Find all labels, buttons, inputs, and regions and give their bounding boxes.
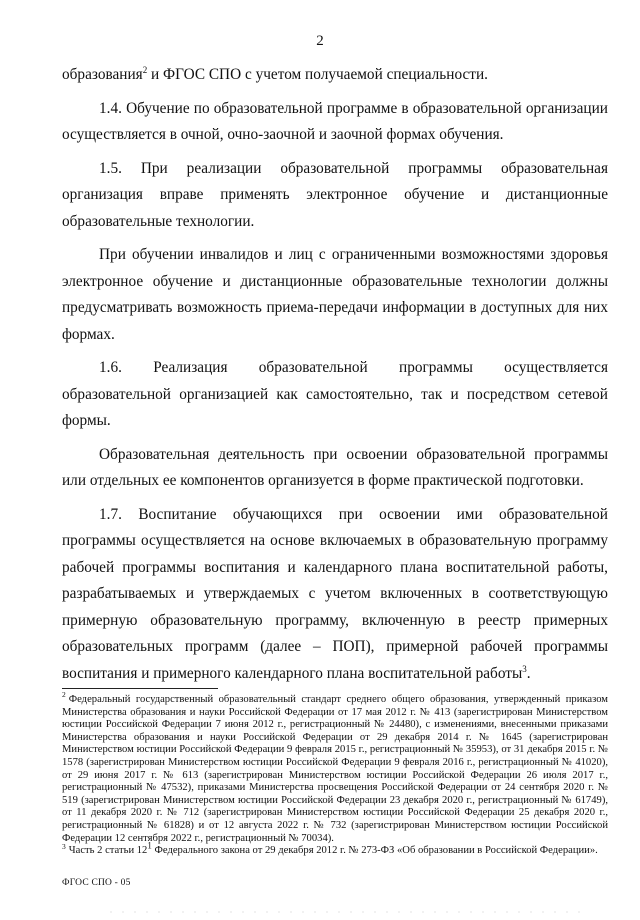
footnote-text: Федерального закона от 29 декабря 2012 г. № 273-ФЗ «Об образовании в Российской Федерации». [151,845,598,857]
paragraph-text: образования [62,66,143,83]
footnote-separator [62,688,218,689]
footnote-text: Часть 2 статьи 12 [68,845,148,857]
paragraph-1-4: 1.4. Обучение по образовательной программе в образовательной организации осуществляется в очной, очно-заочной и заочной формах обучения. [62,99,608,143]
paragraph-1-5: 1.5. При реализации образовательной программы образовательная организация вправе применять электронное обучение и дистанционные образовательные технологии. [62,159,608,230]
paragraph-1-7 [62,502,608,688]
paragraph-text: . [526,664,531,682]
scan-artifact [105,910,585,914]
paragraph-disabled-learners: При обучении инвалидов и лиц с ограниченными возможностями здоровья электронное обучение и дистанционные образовательные технологии должны предусматривать возможность приема-передачи информации в доступных для них формах. [62,246,608,343]
paragraph-text: и ФГОС СПО с учетом получаемой специальности. [147,66,488,83]
footnote-superscript: 1 [147,840,152,851]
footnote-mark: 2 [62,690,66,700]
footnotes [62,690,608,858]
footnote-2 [62,690,608,845]
main-text [62,62,608,687]
paragraph-practical-training: Образовательная деятельность при освоении образовательной программы или отдельных ее компонентов организуется в форме практической подготовки. [62,445,608,489]
footnote-mark: 3 [62,841,66,851]
paragraph-1-6: 1.6. Реализация образовательной программы осуществляется образовательной организацией как самостоятельно, так и посредством сетевой формы. [62,359,608,429]
paragraph-continuation [62,62,608,89]
footnote-text: Федеральный государственный образовательный стандарт среднего общего образования, утвержденный приказом Министерства образования и науки Российской Федерации от 17 мая 2012 г. № 413 (зарегистрирован Министерством юстиции Российской Федерации 7 июня 2012 г., регистрационный № 24480), с изменениями, внесенными приказами Министерства образования и науки Российской Федерации от 29 декабря 2014 г. № 1645 (зарегистрирован Министерством юстиции Российской Федерации 9 февраля 2015 г., регистрационный № 35953), от 31 декабря 2015 г. № 1578 (зарегистрирован Министерством юстиции Российской Федерации 9 февраля 2016 г., регистрационный № 41020), от 29 июня 2017 г. № 613 (зарегистрирован Министерством юстиции Российской Федерации 26 июля 2017 г., регистрационный № 47532), приказами Министерства просвещения Российской Федерации от 24 сентября 2020 г. № 519 (зарегистрирован Министерством юстиции Российской Федерации 23 декабря 2020 г., регистрационный № 61749), от 11 декабря 2020 г. № 712 (зарегистрирован Министерством юстиции Российской Федерации 25 декабря 2020 г., регистрационный № 61828) и от 12 августа 2022 г. № 732 (зарегистрирован Министерством юстиции Российской Федерации 12 сентября 2022 г., регистрационный № 70034). [62,694,608,844]
paragraph-text: 1.7. Воспитание обучающихся при освоении ими образовательной программы осуществляется на основе включаемых в образовательную программу рабочей программы воспитания и календарного плана воспитательной работы, разрабатываемых и утверждаемых с учетом включенных в соответствующую примерную образовательную программу, включенную в реестр примерных образовательных программ (далее – ПОП), примерной рабочей программы воспитания и примерного календарного плана воспитательной работы [62,505,608,682]
page-number: 2 [316,33,324,49]
footnote-ref-3: 3 [522,663,527,674]
document-code: ФГОС СПО - 05 [62,878,131,888]
footnote-ref-2: 2 [142,64,148,75]
footnote-3 [62,840,608,858]
